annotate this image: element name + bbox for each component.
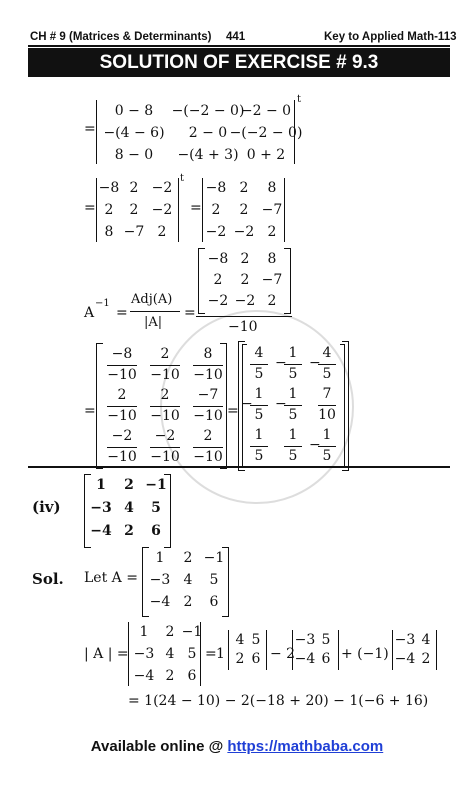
matrix-cell: −1 xyxy=(203,550,225,566)
sol-label: Sol. xyxy=(32,570,64,588)
matrix-cell: 0 − 8 xyxy=(114,103,154,119)
denominator: −10 xyxy=(193,408,223,424)
fraction-line xyxy=(130,311,180,312)
numerator: 2 xyxy=(160,387,170,403)
inverse-lhs: A xyxy=(84,305,95,321)
fraction-line xyxy=(107,447,137,448)
fraction-line xyxy=(318,405,336,406)
numerator: 2 xyxy=(203,428,213,444)
matrix-cell: 2 xyxy=(183,550,193,566)
fraction-line xyxy=(193,447,223,448)
numerator: 1 xyxy=(288,386,298,402)
matrix-cell: −3 xyxy=(133,646,155,662)
fraction-line xyxy=(250,446,268,447)
matrix-cell: 4 xyxy=(165,646,175,662)
numerator: 1 xyxy=(322,427,332,443)
det-bar-left xyxy=(392,630,393,670)
equals-sign: = xyxy=(116,305,128,321)
matrix-cell: 2 xyxy=(165,668,175,684)
denominator: −10 xyxy=(150,408,180,424)
matrix-cell: 1 xyxy=(139,624,149,640)
det-bar-left xyxy=(202,178,203,242)
det-bar-left xyxy=(292,630,293,670)
matrix-cell: 2 xyxy=(267,293,277,309)
matrix-cell: −8 xyxy=(205,180,227,196)
matrix-cell: −3 xyxy=(90,500,112,516)
matrix-cell: 5 xyxy=(187,646,197,662)
fraction-line xyxy=(318,446,336,447)
expansion-line: = 1(24 − 10) − 2(−18 + 20) − 1(−6 + 16) xyxy=(128,693,429,709)
det-denominator: |A| xyxy=(144,315,163,330)
matrix-cell: 2 xyxy=(240,272,250,288)
transpose-sup: t xyxy=(297,94,302,105)
matrix-cell: −(4 − 6) xyxy=(103,125,165,141)
matrix-cell: 0 + 2 xyxy=(246,147,286,163)
matrix-cell: −(4 + 3) xyxy=(177,147,239,163)
denominator: −10 xyxy=(150,367,180,383)
matrix-cell: 1 xyxy=(96,477,106,493)
equals-sign: = xyxy=(184,305,196,321)
matrix-cell: −2 xyxy=(234,293,256,309)
matrix-cell: 6 xyxy=(321,651,331,667)
fraction-line xyxy=(150,406,180,407)
equals-sign: = xyxy=(84,403,96,419)
matrix-cell: 8 xyxy=(104,224,114,240)
matrix-cell: 4 xyxy=(235,632,245,648)
fraction-line xyxy=(250,364,268,365)
det-bar-right xyxy=(284,178,285,242)
matrix-cell: 2 xyxy=(240,251,250,267)
minus-sign: − xyxy=(309,355,321,371)
denominator: 5 xyxy=(322,448,332,464)
fraction-line xyxy=(150,365,180,366)
matrix-cell: 1 xyxy=(155,550,165,566)
denominator: −10 xyxy=(193,449,223,465)
fraction-line xyxy=(107,365,137,366)
footer xyxy=(0,738,474,755)
numerator: 8 xyxy=(203,346,213,362)
denominator: 5 xyxy=(254,407,264,423)
matrix-cell: −2 xyxy=(207,293,229,309)
numerator: 4 xyxy=(254,345,264,361)
fraction-line xyxy=(193,365,223,366)
fraction-line xyxy=(150,447,180,448)
equals-sign: = xyxy=(84,121,96,137)
det-bar-left xyxy=(228,630,229,670)
matrix-cell: 6 xyxy=(251,651,261,667)
bracket-left xyxy=(142,547,149,617)
matrix-cell: −8 xyxy=(207,251,229,267)
denominator: −10 xyxy=(107,408,137,424)
det-bar-right xyxy=(436,630,437,670)
matrix-cell: −4 xyxy=(149,594,171,610)
minus-sign: − xyxy=(275,396,287,412)
fraction-line xyxy=(284,405,302,406)
matrix-cell: 4 xyxy=(124,500,134,516)
denominator: 5 xyxy=(288,407,298,423)
chapter-label: CH # 9 (Matrices & Determinants) xyxy=(30,31,212,43)
matrix-cell: −2 xyxy=(205,224,227,240)
det-bar-right xyxy=(338,630,339,670)
denominator: 5 xyxy=(254,448,264,464)
numerator: 2 xyxy=(160,346,170,362)
matrix-cell: 2 xyxy=(235,651,245,667)
fraction-line xyxy=(318,364,336,365)
denominator: 5 xyxy=(254,366,264,382)
numerator: 7 xyxy=(322,386,332,402)
matrix-cell: −4 xyxy=(133,668,155,684)
matrix-cell: 5 xyxy=(321,632,331,648)
numerator: −7 xyxy=(197,387,219,403)
matrix-cell: 8 − 0 xyxy=(114,147,154,163)
let-text: Let A = xyxy=(84,570,138,586)
matrix-cell: 5 xyxy=(151,500,161,516)
coef-1: 1 xyxy=(216,646,225,662)
matrix-cell: −4 xyxy=(90,523,112,539)
bracket-left xyxy=(96,343,103,469)
exercise-title: SOLUTION OF EXERCISE # 9.3 xyxy=(28,48,450,77)
denominator: −10 xyxy=(150,449,180,465)
minus-sign: − xyxy=(241,396,253,412)
det-lhs: | A | = xyxy=(84,646,129,662)
det-bar-right xyxy=(178,178,179,242)
equals-sign: = xyxy=(205,646,217,662)
equals-sign: = xyxy=(227,403,239,419)
denominator: 5 xyxy=(322,366,332,382)
matrix-cell: 8 xyxy=(267,251,277,267)
det-bar-left xyxy=(128,622,129,686)
matrix-cell: 6 xyxy=(209,594,219,610)
denominator: −10 xyxy=(107,449,137,465)
transpose-sup: t xyxy=(180,173,185,184)
matrix-cell: 2 xyxy=(239,202,249,218)
site-link[interactable]: https://mathbaba.com xyxy=(227,738,384,755)
matrix-cell: 2 xyxy=(239,180,249,196)
matrix-cell: 2 xyxy=(183,594,193,610)
det-bar-left xyxy=(96,100,97,164)
fraction-line xyxy=(107,406,137,407)
section-rule xyxy=(28,466,450,468)
fraction-line xyxy=(284,364,302,365)
coef-2: − 2 xyxy=(270,646,296,662)
fraction-line xyxy=(284,446,302,447)
denominator-value: −10 xyxy=(228,319,258,335)
minus-sign: − xyxy=(275,355,287,371)
matrix-cell: 2 xyxy=(104,202,114,218)
numerator: 1 xyxy=(254,427,264,443)
matrix-cell: 2 xyxy=(157,224,167,240)
minus-sign: − xyxy=(309,437,321,453)
matrix-cell: 8 xyxy=(267,180,277,196)
matrix-cell: 2 − 0 xyxy=(188,125,228,141)
matrix-cell: −1 xyxy=(181,624,203,640)
matrix-cell: −1 xyxy=(145,477,167,493)
matrix-cell: −3 xyxy=(149,572,171,588)
matrix-cell: 6 xyxy=(151,523,161,539)
book-label: Key to Applied Math-113 xyxy=(324,31,457,43)
numerator: 1 xyxy=(288,345,298,361)
matrix-cell: 2 xyxy=(124,477,134,493)
matrix-cell: 2 xyxy=(165,624,175,640)
matrix-cell: −7 xyxy=(261,202,283,218)
inverse-sup: −1 xyxy=(95,298,110,309)
matrix-cell: 2 xyxy=(421,651,431,667)
bracket-left xyxy=(198,248,205,314)
matrix-cell: 2 xyxy=(267,224,277,240)
matrix-cell: −3 xyxy=(294,632,316,648)
matrix-cell: −4 xyxy=(294,651,316,667)
denominator: 10 xyxy=(318,407,336,423)
denominator: −10 xyxy=(193,367,223,383)
fraction-line xyxy=(196,316,292,317)
numerator: −2 xyxy=(111,428,133,444)
matrix-cell: 2 xyxy=(211,202,221,218)
matrix-cell: 2 xyxy=(129,180,139,196)
matrix-cell: 5 xyxy=(209,572,219,588)
matrix-cell: −2 xyxy=(233,224,255,240)
bracket-right xyxy=(284,248,291,314)
equals-sign: = xyxy=(190,200,202,216)
denominator: −10 xyxy=(107,367,137,383)
matrix-cell: 6 xyxy=(187,668,197,684)
fraction-line xyxy=(250,405,268,406)
adj-numerator: Adj(A) xyxy=(131,292,173,307)
footer-text: Available online @ xyxy=(90,738,228,755)
numerator: −2 xyxy=(154,428,176,444)
matrix-cell: 4 xyxy=(183,572,193,588)
matrix-cell: 5 xyxy=(251,632,261,648)
matrix-cell: −2 − 0 xyxy=(240,103,292,119)
page-number: 441 xyxy=(226,31,246,43)
matrix-cell: −7 xyxy=(123,224,145,240)
matrix-cell: −(−2 − 0) xyxy=(171,103,245,119)
matrix-cell: −2 xyxy=(151,180,173,196)
header-rule xyxy=(28,45,450,47)
denominator: 5 xyxy=(288,448,298,464)
matrix-cell: −2 xyxy=(151,202,173,218)
det-bar-left xyxy=(96,178,97,242)
numerator: 1 xyxy=(288,427,298,443)
matrix-cell: −3 xyxy=(394,632,416,648)
matrix-cell: 2 xyxy=(124,523,134,539)
matrix-cell: −7 xyxy=(261,272,283,288)
fraction-line xyxy=(193,406,223,407)
matrix-cell: 4 xyxy=(421,632,431,648)
numerator: −8 xyxy=(111,346,133,362)
bracket-right-inner xyxy=(340,344,345,468)
coef-3: + (−1) xyxy=(341,646,389,662)
part-label: (iv) xyxy=(32,498,61,516)
numerator: 4 xyxy=(322,345,332,361)
equals-sign: = xyxy=(84,200,96,216)
matrix-cell: 2 xyxy=(213,272,223,288)
matrix-cell: −4 xyxy=(394,651,416,667)
matrix-cell: 2 xyxy=(129,202,139,218)
denominator: 5 xyxy=(288,366,298,382)
matrix-cell: −8 xyxy=(98,180,120,196)
matrix-cell: −(−2 − 0) xyxy=(229,125,303,141)
numerator: 2 xyxy=(117,387,127,403)
numerator: 1 xyxy=(254,386,264,402)
det-bar-right xyxy=(266,630,267,670)
